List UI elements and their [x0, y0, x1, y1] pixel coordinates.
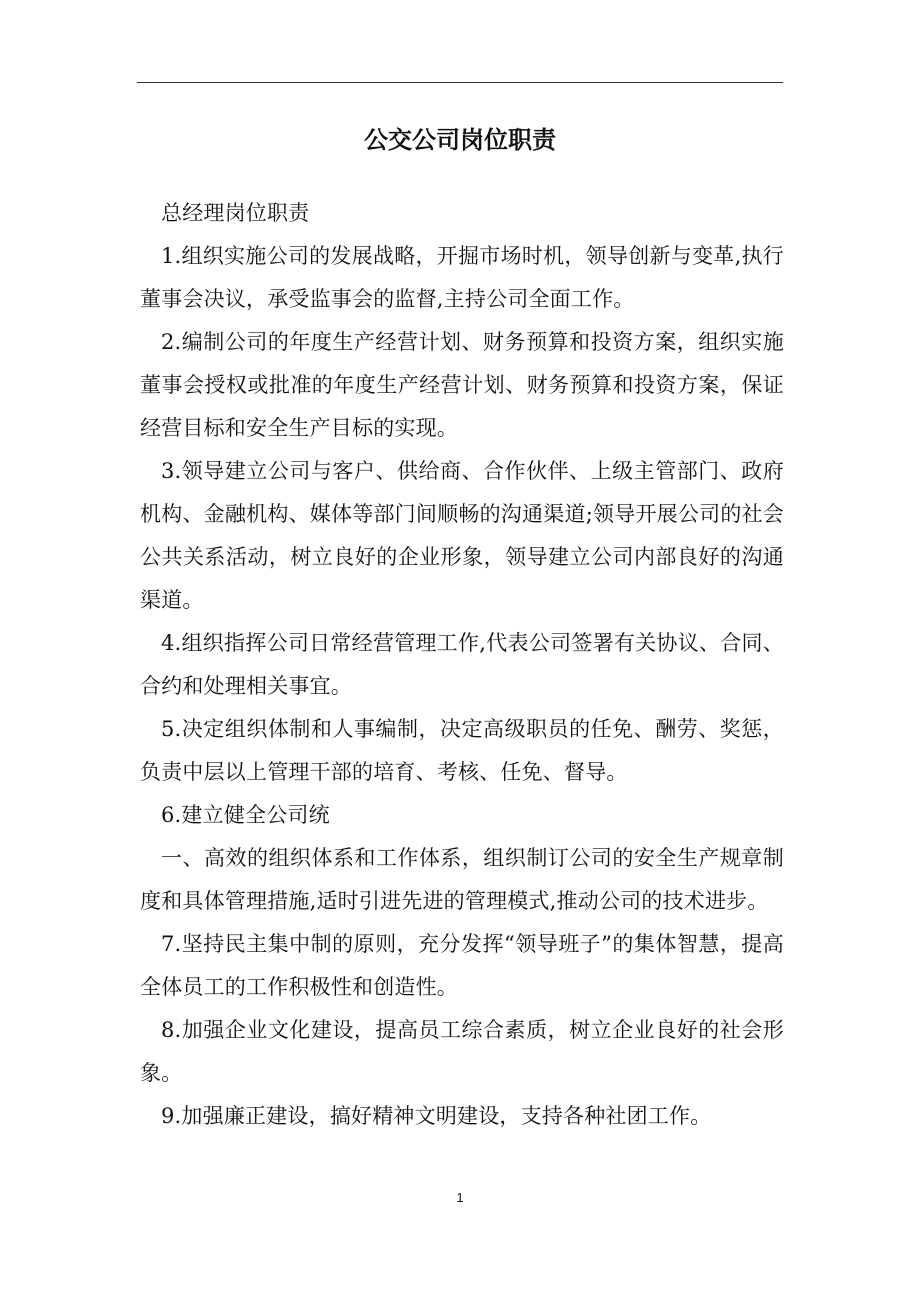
- document-title: 公交公司岗位职责: [364, 125, 556, 154]
- paragraph: 4.组织指挥公司日常经营管理工作,代表公司签署有关协议、合同、合约和处理相关事宜。: [140, 631, 784, 698]
- paragraph: 2.编制公司的年度生产经营计划、财务预算和投资方案，组织实施董事会授权或批准的年度生产经营计划、财务预算和投资方案，保证经营目标和安全生产目标的实现。: [140, 330, 784, 440]
- document-body: [140, 192, 784, 1138]
- paragraph: 1.组织实施公司的发展战略，开掘市场时机，领导创新与变革,执行董事会决议，承受监事会的监督,主持公司全面工作。: [140, 244, 784, 311]
- paragraph: 9.加强廉正建设，搞好精神文明建设，支持各种社团工作。: [161, 1104, 712, 1128]
- paragraph: 8.加强企业文化建设，提高员工综合素质，树立企业良好的社会形象。: [140, 1018, 784, 1085]
- page-number: 1: [456, 1190, 464, 1205]
- paragraph: 7.坚持民主集中制的原则，充分发挥“领导班子”的集体智慧，提高全体员工的工作积极性和创造性。: [140, 932, 784, 999]
- paragraph: 6.建立健全公司统: [161, 803, 330, 827]
- paragraph: 一、高效的组织体系和工作体系，组织制订公司的安全生产规章制度和具体管理措施,适时引进先进的管理模式,推动公司的技术进步。: [140, 846, 784, 913]
- section-heading: 总经理岗位职责: [161, 201, 310, 225]
- paragraph: 3.领导建立公司与客户、供给商、合作伙伴、上级主管部门、政府机构、金融机构、媒体等部门间顺畅的沟通渠道;领导开展公司的社会公共关系活动，树立良好的企业形象，领导建立公司内部良好的沟通渠道。: [140, 459, 784, 612]
- header-rule: [137, 82, 783, 83]
- paragraph: 5.决定组织体制和人事编制，决定高级职员的任免、酬劳、奖惩，负责中层以上管理干部的培育、考核、任免、督导。: [140, 717, 784, 784]
